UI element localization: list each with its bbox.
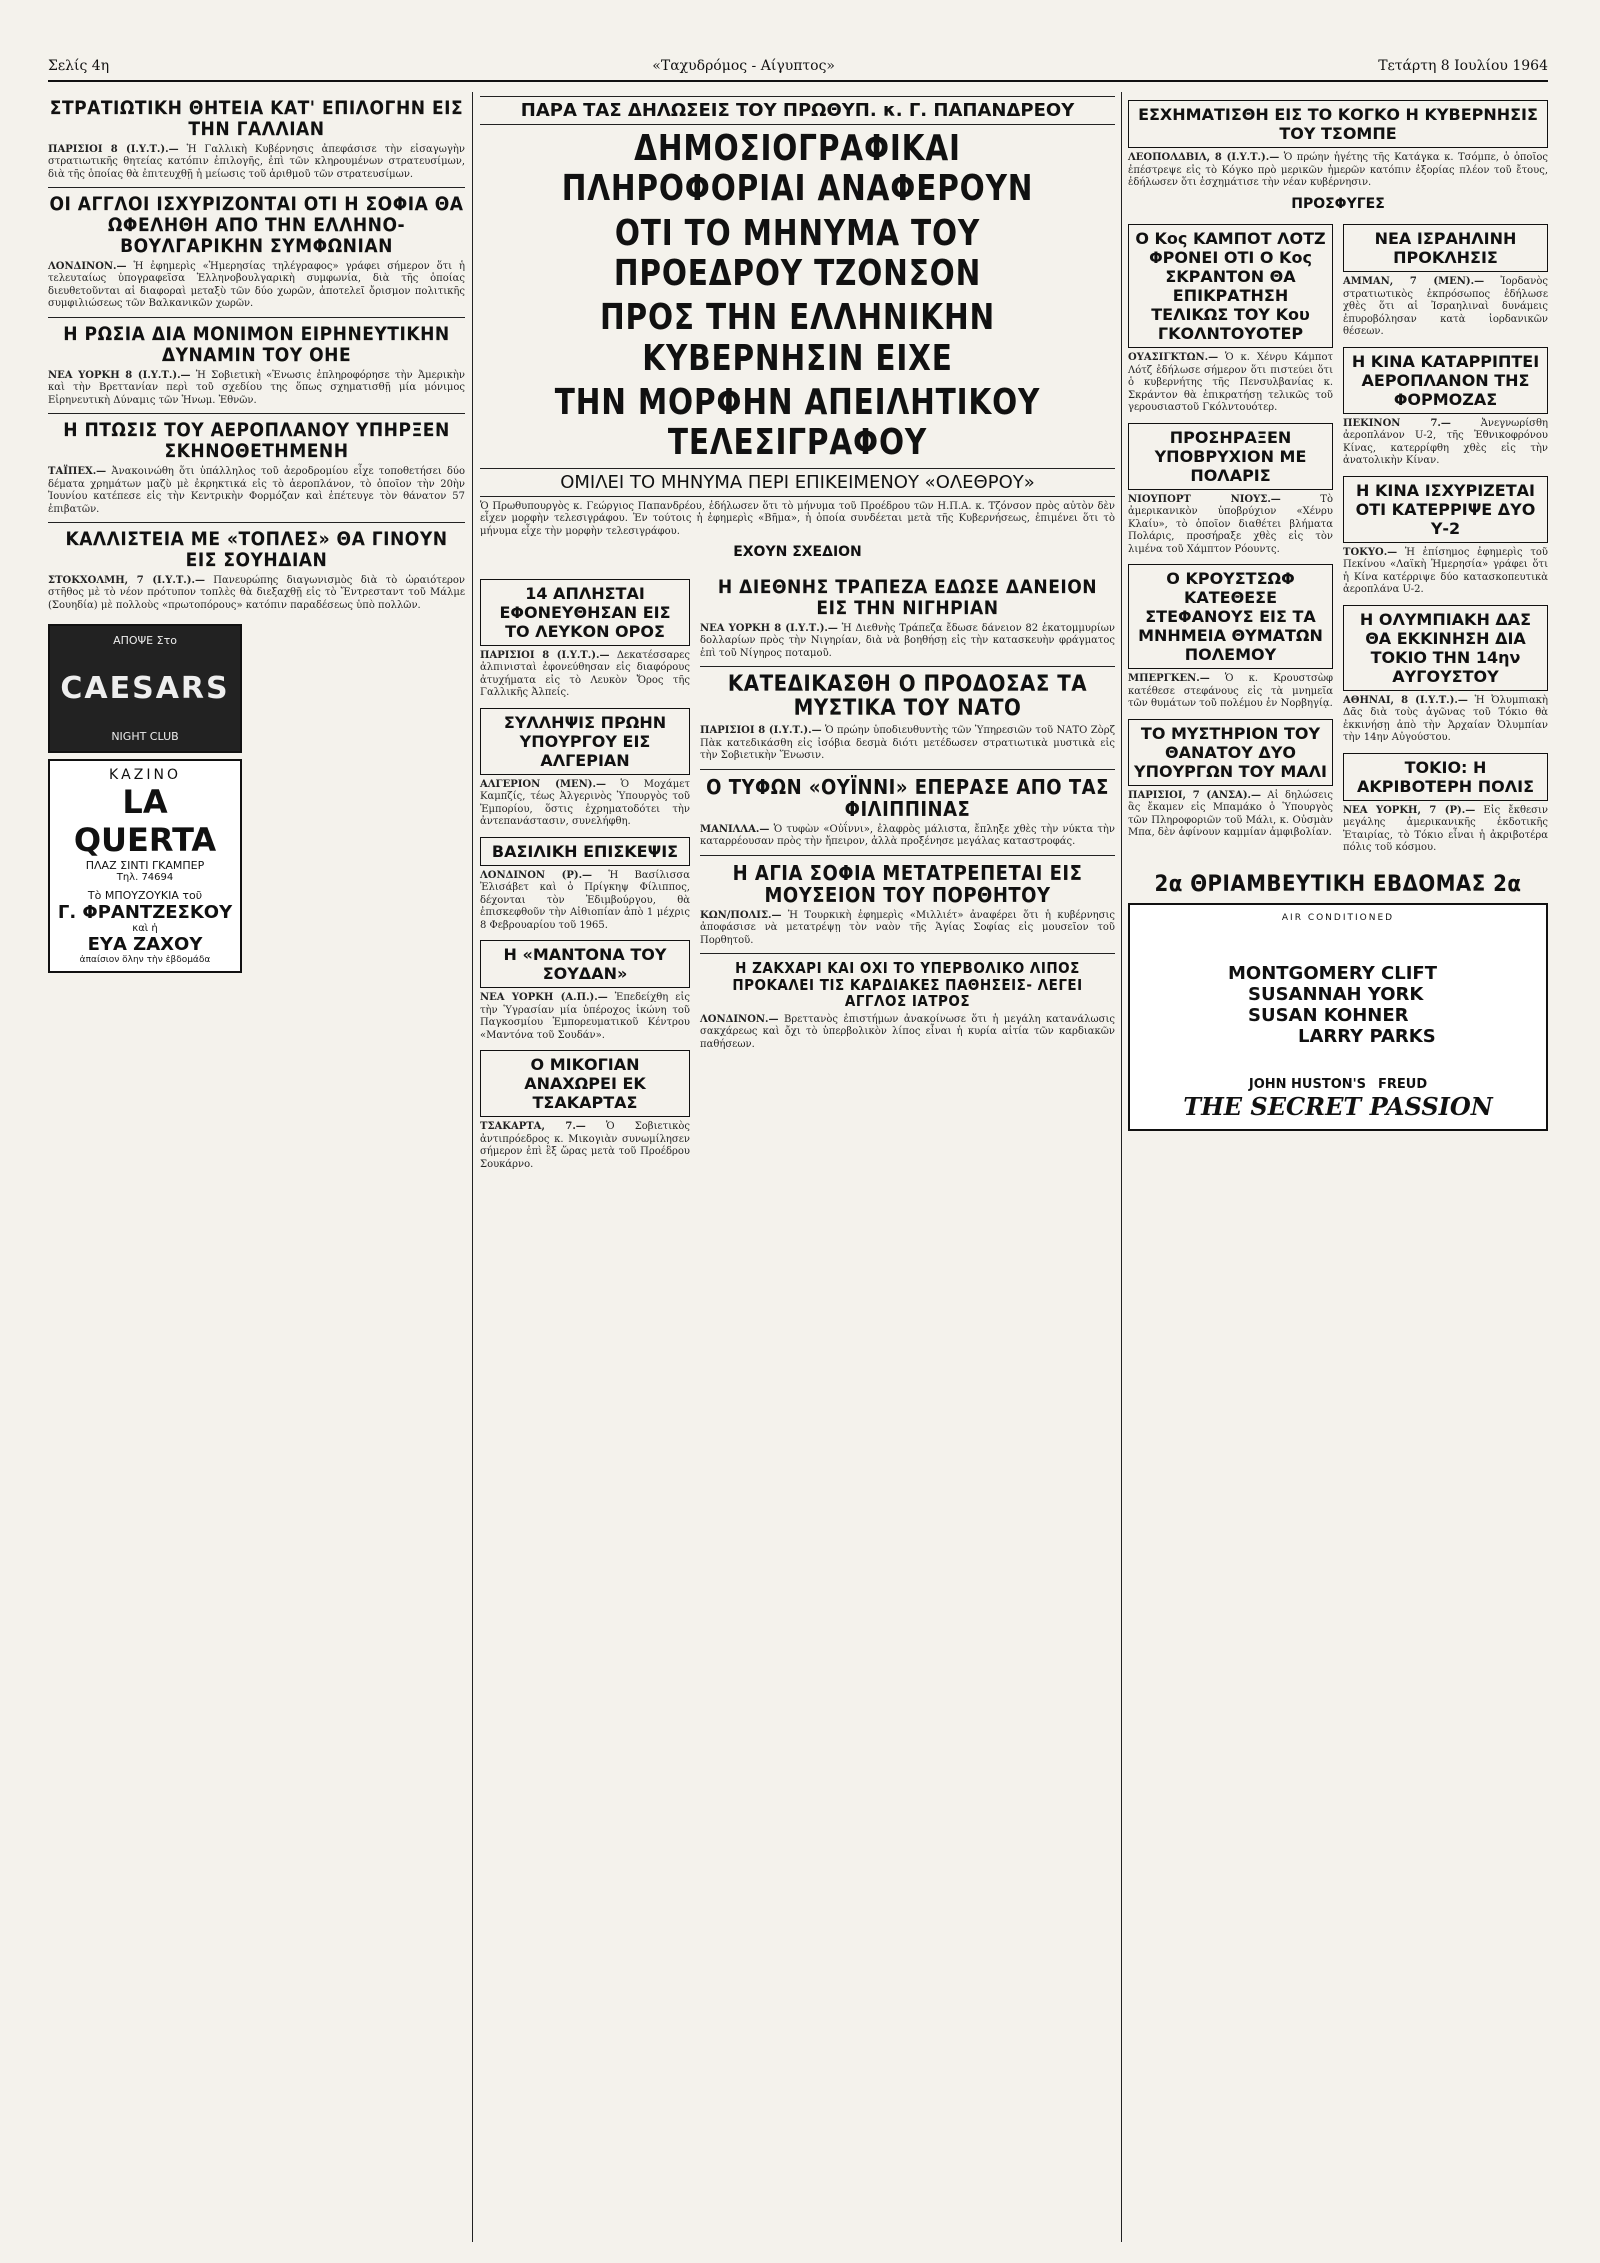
article-headline: ΣΥΛΛΗΨΙΣ ΠΡΩΗΝ ΥΠΟΥΡΓΟΥ ΕΙΣ ΑΛΓΕΡΙΑΝ bbox=[480, 708, 690, 775]
article-headline: ΟΙ ΑΓΓΛΟΙ ΙΣΧΥΡΙΖΟΝΤΑΙ ΟΤΙ Η ΣΟΦΙΑ ΘΑ ΩΦΕΛΗΘΗ ΑΠΟ ΤΗΝ ΕΛΛΗΝΟ-ΒΟΥΛΓΑΡΙΚΗΝ ΣΥΜΦΩΝΙΑΝ bbox=[49, 193, 464, 258]
cinema-ad-headline: 2α ΘΡΙΑΜΒΕΥΤΙΚΗ ΕΒΔΟΜΑΣ 2α bbox=[1154, 871, 1522, 897]
article-headline: ΤΟ ΜΥΣΤΗΡΙΟΝ ΤΟΥ ΘΑΝΑΤΟΥ ΔΥΟ ΥΠΟΥΡΓΩΝ ΤΟΥ ΜΑΛΙ bbox=[1128, 719, 1333, 786]
ad-title: THE SECRET PASSION bbox=[1183, 1091, 1493, 1121]
center-column bbox=[480, 92, 1115, 1177]
ad-title: CAESARS bbox=[60, 671, 230, 707]
nightclub-ad bbox=[48, 624, 242, 753]
article-body: ΜΠΕΡΓΚΕΝ.— Ὁ κ. Κρουστσὼφ κατέθεσε στεφάνους εἰς τὰ μνημεῖα τῶν θυμάτων τοῦ πολέμου ἐν Νορβηγίᾳ. bbox=[1128, 673, 1334, 710]
ad-text: NIGHT CLUB bbox=[111, 730, 179, 744]
article-body: ΑΘΗΝΑΙ, 8 (Ι.Υ.Τ.).— Ἡ Ὀλυμπιακὴ Δᾶς διὰ τοὺς ἀγῶνας τοῦ Τόκιο θὰ ἐκκινήσῃ ἀπὸ τὴν Ἀρχαίαν Ὀλυμπίαν τὴν 14ην Αὐγούστου. bbox=[1343, 694, 1548, 744]
ad-text: Γ. ΦΡΑΝΤΖΕΣΚΟΥ bbox=[57, 902, 233, 924]
article-headline: Η ΖΑΚΧΑΡΙ ΚΑΙ ΟΧΙ ΤΟ ΥΠΕΡΒΟΛΙΚΟ ΛΙΠΟΣ ΠΡΟΚΑΛΕΙ ΤΙΣ ΚΑΡΔΙΑΚΕΣ ΠΑΘΗΣΕΙΣ- ΛΕΓΕΙ ΑΓΓΛΟΣ ΙΑΤΡΟΣ bbox=[732, 959, 1083, 1011]
article-body: ΝΙΟΥΠΟΡΤ ΝΙΟΥΣ.— Τὸ ἀμερικανικὸν ὑποβρύχιον «Χένρυ Κλαίυ», τὸ ὁποῖον διαθέτει βλήματα Πολάρις, προσήραξε χθὲς εἰς τὸν λιμένα τοῦ Χάμπτον Ρόουντς. bbox=[1128, 493, 1333, 555]
article-body: ΝΕΑ ΥΟΡΚΗ, 7 (Ρ).— Εἰς ἔκθεσιν μεγάλης ἀμερικανικῆς ἐκδοτικῆς Ἑταιρίας, τὸ Τόκιο εἶναι ἡ ἀκριβοτέρα πόλις τοῦ κόσμου. bbox=[1343, 804, 1548, 854]
article-body: ΛΟΝΔΙΝΟΝ (Ρ).— Ἡ Βασίλισσα Ἐλισάβετ καὶ ὁ Πρίγκηψ Φίλιππος, δέχονται τὸν Ἐδιμβούργου, θὰ ἐπισκεφθοῦν τὴν Αἰθιοπίαν ἀπὸ 1 μέχρις 8 Φεβρουαρίου τοῦ 1965. bbox=[480, 869, 690, 931]
ad-cast: MONTGOMERY CLIFT bbox=[1228, 962, 1437, 984]
lead-headline-line: ΟΤΙ ΤΟ ΜΗΝΥΜΑ ΤΟΥ ΠΡΟΕΔΡΟΥ ΤΖΟΝΣΟΝ bbox=[613, 212, 982, 294]
lead-headline-line: ΤΗΝ ΜΟΡΦΗΝ ΑΠΕΙΛΗΤΙΚΟΥ ΤΕΛΕΣΙΓΡΑΦΟΥ bbox=[554, 381, 1041, 464]
article-body: ΤΟΚΥΟ.— Ἡ ἐπίσημος ἐφημερὶς τοῦ Πεκίνου «Λαϊκὴ Ἡμερησία» γράφει ὅτι ἡ Κίνα κατέρριψε δύο κατασκοπευτικὰ ἀεροπλάνα U-2. bbox=[1343, 546, 1549, 596]
page-header bbox=[48, 52, 1548, 82]
article-body: ΛΟΝΔΙΝΟΝ.— Βρεττανὸς ἐπιστήμων ἀνακοίνωσε ὅτι ἡ μεγάλη κατανάλωσις σακχάρεως καὶ ὄχι τὸ ὑπερβολικὸν λίπος εἶναι ἡ κυρία αἰτία τῶν καρδιακῶν παθήσεων. bbox=[700, 1013, 1115, 1050]
ad-text: AIR CONDITIONED bbox=[1281, 912, 1395, 923]
article-headline: Ο ΚΡΟΥΣΤΣΩΦ ΚΑΤΕΘΕΣΕ ΣΤΕΦΑΝΟΥΣ ΕΙΣ ΤΑ ΜΝΗΜΕΙΑ ΘΥΜΑΤΩΝ ΠΟΛΕΜΟΥ bbox=[1128, 564, 1333, 669]
article-body: ΚΩΝ/ΠΟΛΙΣ.— Ἡ Τουρκικὴ ἐφημερὶς «Μιλλιέτ» ἀναφέρει ὅτι ἡ κυβέρνησις ἀποφάσισε νὰ μετατρέψῃ τὸν ναὸν τῆς Ἁγίας Σοφίας εἰς μουσεῖον τοῦ Πορθητοῦ. bbox=[700, 909, 1115, 946]
ad-cast: SUSAN KOHNER bbox=[1248, 1004, 1409, 1026]
article-body: ΣΤΟΚΧΟΛΜΗ, 7 (Ι.Υ.Τ.).— Πανευρώπης διαγωνισμὸς διὰ τὸ ὡραιότερον στῆθος μὲ τὸ νέον πρότυπον τοπλὲς θὰ διεξαχθῇ εἰς τὸ Ἔντρεσταντ τοῦ Μάλμε (Σουηδία) μὲ πολλοὺς «πρωτοπόρους» κατόπιν παραδέσεως ὑπὸ πολλῶν. bbox=[48, 574, 465, 611]
lead-headline-line: ΠΡΟΣ ΤΗΝ ΕΛΛΗΝΙΚΗΝ ΚΥΒΕΡΝΗΣΙΝ ΕΙΧΕ bbox=[599, 297, 996, 379]
article-headline: Η ΑΓΙΑ ΣΟΦΙΑ ΜΕΤΑΤΡΕΠΕΤΑΙ ΕΙΣ ΜΟΥΣΕΙΟΝ ΤΟΥ ΠΟΡΘΗΤΟΥ bbox=[732, 860, 1083, 907]
article-headline: ΒΑΣΙΛΙΚΗ ΕΠΙΣΚΕΨΙΣ bbox=[480, 837, 690, 866]
article-body: ΑΛΓΕΡΙΟΝ (ΜΕΝ).— Ὁ Μοχάμετ Καμπζίς, τέως Ἀλγερινὸς Ὑπουργὸς τοῦ Ἐμπορίου, ὅστις ἐχρηματοδότει τὴν ἀντεπανάστασιν, συνελήφθη. bbox=[480, 778, 691, 828]
article-headline: ΣΤΡΑΤΙΩΤΙΚΗ ΘΗΤΕΙΑ ΚΑΤ' ΕΠΙΛΟΓΗΝ ΕΙΣ ΤΗΝ ΓΑΛΛΙΑΝ bbox=[49, 97, 464, 140]
article-body: ΛΟΝΔΙΝΟΝ.— Ἡ ἐφημερὶς «Ἡμερησίας τηλέγραφος» γράφει σήμερον ὅτι ἡ τελευταίως ὑπογραφεῖσα Ἑλληνοβουλγαρικὴ συμφωνία, διὰ τῆς ὁποίας διευθετοῦνται αἱ διαφοραὶ μεταξὺ τῶν δύο χωρῶν, ἀποτελεῖ ὄρισμον πολιτικῆς συμφιλιώσεως τῶν Βαλκανικῶν χωρῶν. bbox=[48, 260, 465, 310]
article-body: ΠΑΡΙΣΙΟΙ 8 (Ι.Υ.Τ.).— Δεκατέσσαρες ἀλπινισταὶ ἐφονεύθησαν εἰς διαφόρους ἀτυχήματα εἰς τὸ Λευκὸν Ὄρος τῆς Γαλλικῆς Ἀλπείς. bbox=[480, 649, 690, 699]
article-headline: ΝΕΑ ΙΣΡΑΗΛΙΝΗ ΠΡΟΚΛΗΣΙΣ bbox=[1343, 224, 1548, 272]
article-headline: Ο ΤΥΦΩΝ «ΟΥΪΝΝΙ» ΕΠΕΡΑΣΕ ΑΠΟ ΤΑΣ ΦΙΛΙΠΠΙΝΑΣ bbox=[706, 774, 1109, 821]
article-headline: Η ΡΩΣΙΑ ΔΙΑ ΜΟΝΙΜΟΝ ΕΙΡΗΝΕΥΤΙΚΗΝ ΔΥΝΑΜΙΝ ΤΟΥ ΟΗΕ bbox=[63, 322, 450, 366]
article-body: ΤΣΑΚΑΡΤΑ, 7.— Ὁ Σοβιετικὸς ἀντιπρόεδρος κ. Μικογιὰν συνωμίλησεν σήμερον ἐπὶ ἓξ ὥρας μετὰ τοῦ Προέδρου Σουκάρνο. bbox=[480, 1121, 691, 1170]
lead-kicker: ΠΑΡΑ ΤΑΣ ΔΗΛΩΣΕΙΣ ΤΟΥ ΠΡΩΘΥΠ. κ. Γ. ΠΑΠΑΝΔΡΕΟΥ bbox=[480, 96, 1115, 125]
ad-text: ἀπαίσιον ὅλην τὴν ἑβδομάδα bbox=[79, 955, 211, 966]
lower-section bbox=[480, 571, 1115, 1178]
ad-text: καὶ ἡ bbox=[132, 923, 158, 935]
article-body: ΠΑΡΙΣΙΟΙ, 7 (ΑΝΣΑ).— Αἱ δηλώσεις ἃς ἔκαμεν εἰς Μπαμάκο ὁ Ὑπουργὸς τῶν Πληροφοριῶν τοῦ Μάλι, κ. Οὐσμὰν Μπα, δὲν ἀφίνουν καμμίαν ἀμφιβολίαν. bbox=[1128, 789, 1333, 839]
article-body: ΠΑΡΙΣΙΟΙ 8 (Ι.Υ.Τ.).— Ὁ πρώην ὑποδιευθυντὴς τῶν Ὑπηρεσιῶν τοῦ ΝΑΤΟ Ζὸρζ Πὰκ κατεδικάσθη εἰς ἰσόβια δεσμὰ διότι μετέδωσεν στρατιωτικὰ μυστικὰ εἰς τὴν Σοβιετικὴν Ἕνωσιν. bbox=[700, 725, 1115, 762]
article-body: ΝΕΑ ΥΟΡΚΗ 8 (Ι.Υ.Τ.).— Ἡ Διεθνὴς Τράπεζα ἔδωσε δάνειον 82 ἑκατομμυρίων δολλαρίων πρὸς τὴν Νιγηρίαν, διὰ νὰ βοηθήσῃ εἰς τὴν κατασκευὴν φράγματος ἐπὶ τοῦ Νίγηρος ποταμοῦ. bbox=[700, 622, 1115, 659]
article-body: ΑΜΜΑΝ, 7 (ΜΕΝ).— Ἰορδανὸς στρατιωτικὸς ἐκπρόσωπος ἐδήλωσε χθὲς ὅτι αἱ Ἰσραηλιναὶ δυνάμεις ἐπυροβόλησαν κατὰ ἰορδανικῶν θέσεων. bbox=[1343, 276, 1548, 338]
article-body: ΛΕΟΠΟΛΔΒΙΛ, 8 (Ι.Υ.Τ.).— Ὁ πρώην ἡγέτης τῆς Κατάγκα κ. Τσόμπε, ὁ ὁποῖος ἐπέστρεψε εἰς τὸ Κόγκο πρὸ μερικῶν ἡμερῶν κατόπιν ἐξορίας πλέον τοῦ ἔτους, ἐδήλωσεν ὅτι ἐσχημάτισε τὴν νέαν κυβέρνησιν. bbox=[1128, 152, 1548, 188]
article-headline: ΚΑΤΕΔΙΚΑΣΘΗ Ο ΠΡΟΔΟΣΑΣ ΤΑ ΜΥΣΤΙΚΑ ΤΟΥ ΝΑΤΟ bbox=[727, 672, 1088, 722]
article-body: ΝΕΑ ΥΟΡΚΗ 8 (Ι.Υ.Τ.).— Ἡ Σοβιετικὴ «Ἑνωσις ἐπληροφόρησε τὴν Ἀμερικὴν καὶ τὴν Βρεττανίαν περὶ τοῦ σχεδίου της ὅπως σχηματισθῇ μία μόνιμος Εἰρηνευτικὴ Δύναμις τῶν Ἡνωμ. Ἐθνῶν. bbox=[48, 369, 465, 406]
article-body: ΤΑΪΠΕΧ.— Ἀνακοινώθη ὅτι ὑπάλληλος τοῦ ἀεροδρομίου εἶχε τοποθετήσει δύο δέματα χρημάτων μαζὺ μὲ ἐκρηκτικά εἰς τὸ ἀεροπλάνον, τὸ ὁποῖον τὴν 20ὴν Ἰουνίου κατέπεσε εἰς τὴν Κεντρικὴν Φορμόζαν καὶ ἐπέτευγε τὸν θάνατον 57 ἐπιβατῶν. bbox=[48, 466, 465, 515]
section-subhead: ΠΡΟΣΦΥΓΕΣ bbox=[1291, 195, 1385, 212]
ad-film: FREUD bbox=[1378, 1076, 1428, 1092]
right-split bbox=[1128, 216, 1548, 861]
ad-text: ΚΑΖΙΝΟ bbox=[109, 767, 181, 784]
article-headline: Η ΚΙΝΑ ΚΑΤΑΡΡΙΠΤΕΙ ΑΕΡΟΠΛΑΝΟΝ ΤΗΣ ΦΟΡΜΟΖΑΣ bbox=[1343, 347, 1548, 414]
issue-date: Τετάρτη 8 Ιουλίου 1964 bbox=[1378, 58, 1548, 74]
ad-cast: LARRY PARKS bbox=[1298, 1025, 1436, 1047]
left-column bbox=[48, 92, 465, 979]
article-headline: ΕΣΧΗΜΑΤΙΣΘΗ ΕΙΣ ΤΟ ΚΟΓΚΟ Η ΚΥΒΕΡΝΗΣΙΣ ΤΟΥ ΤΣΟΜΠΕ bbox=[1128, 100, 1548, 148]
article-headline: Η ΚΙΝΑ ΙΣΧΥΡΙΖΕΤΑΙ ΟΤΙ ΚΑΤΕΡΡΙΨΕ ΔΥΟ Υ-2 bbox=[1343, 476, 1548, 543]
article-headline: Η ΟΛΥΜΠΙΑΚΗ ΔΑΣ ΘΑ ΕΚΚΙΝΗΣΗ ΔΙΑ ΤΟΚΙΟ ΤΗΝ 14ην ΑΥΓΟΥΣΤΟΥ bbox=[1343, 605, 1548, 691]
right-column bbox=[1128, 92, 1548, 1137]
ad-text: ΕΥΑ ΖΑΧΟΥ bbox=[87, 934, 203, 956]
lead-subhead: ΟΜΙΛΕΙ ΤΟ ΜΗΝΥΜΑ ΠΕΡΙ ΕΠΙΚΕΙΜΕΝΟΥ «ΟΛΕΘΡΟΥ» bbox=[480, 468, 1115, 497]
section-subhead: ΕΧΟΥΝ ΣΧΕΔΙΟΝ bbox=[733, 544, 862, 560]
article-headline: ΤΟΚΙΟ: Η ΑΚΡΙΒΟΤΕΡΗ ΠΟΛΙΣ bbox=[1343, 753, 1548, 801]
lead-headline-line: ΔΗΜΟΣΙΟΓΡΑΦΙΚΑΙ ΠΛΗΡΟΦΟΡΙΑΙ ΑΝΑΦΕΡΟΥΝ bbox=[561, 128, 1034, 210]
article-body: ΟΥΑΣΙΓΚΤΩΝ.— Ὁ κ. Χένρυ Κάμποτ Λότζ ἐδήλωσε σήμερον ὅτι πιστεύει ὅτι ὁ κυβερνήτης τῆς Πενσυλβανίας κ. Σκράντον θὰ ἐπικρατήσῃ τελικῶς τοῦ γερουσιαστοῦ Γκόλντουότερ. bbox=[1128, 352, 1333, 414]
article-headline: ΠΡΟΣΗΡΑΞΕΝ ΥΠΟΒΡΥΧΙΟΝ ΜΕ ΠΟΛΑΡΙΣ bbox=[1128, 423, 1333, 490]
article-body: ΠΑΡΙΣΙΟΙ 8 (Ι.Υ.Τ.).— Ἡ Γαλλικὴ Κυβέρνησις ἀπεφάσισε τὴν εἰσαγωγὴν στρατιωτικῆς θητείας κατόπιν ἐπιλογῆς, ἐπὶ τῶν κληρουμένων στρατευσίμων, διὰ τῆς ὁποίας θὰ ἐπιτευχθῇ ἡ μείωσις τοῦ ἀριθμοῦ τῶν στρατευσίμων. bbox=[48, 143, 465, 180]
ad-text: ΑΠΟΨΕ Στο bbox=[113, 634, 177, 648]
article-headline: Ο ΜΙΚΟΓΙΑΝ ΑΝΑΧΩΡΕΙ ΕΚ ΤΣΑΚΑΡΤΑΣ bbox=[480, 1050, 690, 1117]
cinema-ad bbox=[1128, 903, 1548, 1131]
ad-producer: JOHN HUSTON'S bbox=[1248, 1076, 1366, 1092]
ad-text: Τὸ ΜΠΟΥΖΟΥΚΙΑ τοῦ bbox=[87, 889, 203, 903]
ad-text: ΠΛΑΖ ΣΙΝΤΙ ΓΚΑΜΠΕΡ bbox=[85, 859, 205, 873]
article-body: ΠΕΚΙΝΟΝ 7.— Ἀνεγνωρίσθη ἀεροπλάνον U-2, τῆς Ἐθνικοφρόνου Κίνας, κατερρίφθη χθὲς εἰς τὴν ἀνατολικὴν Κίναν. bbox=[1343, 417, 1548, 467]
article-headline: Η ΠΤΩΣΙΣ ΤΟΥ ΑΕΡΟΠΛΑΝΟΥ ΥΠΗΡΞΕΝ ΣΚΗΝΟΘΕΤΗΜΕΝΗ bbox=[63, 419, 450, 463]
newspaper-page bbox=[48, 52, 1548, 2242]
page-number: Σελίς 4η bbox=[48, 58, 110, 74]
ad-title: LA QUERTA bbox=[73, 783, 217, 860]
ad-text: Τηλ. 74694 bbox=[116, 872, 174, 884]
article-headline: Η «ΜΑΝΤΟΝΑ ΤΟΥ ΣΟΥΔΑΝ» bbox=[480, 940, 690, 988]
article-body: ΜΑΝΙΛΛΑ.— Ὁ τυφὼν «Οὐΐννι», ἐλαφρὸς μάλιστα, ἔπληξε χθὲς τὴν νύκτα τὴν καταρρέουσαν πρὸς τὴν ἤπειρον, ἀλλὰ προξένησε μεγάλας καταστροφάς. bbox=[700, 823, 1115, 848]
article-body: ΝΕΑ ΥΟΡΚΗ (Α.Π.).— Ἐπεδείχθη εἰς τὴν Ὑγρασίαν μία ὑπέροχος ἰκώνη τοῦ Παγκοσμίου Ἐμπορευματικοῦ Κέντρου «Μαντόνα τοῦ Σουδάν». bbox=[480, 992, 690, 1041]
ad-cast: SUSANNAH YORK bbox=[1248, 983, 1424, 1005]
article-headline: 14 ΑΠΛΗΣΤΑΙ ΕΦΟΝΕΥΘΗΣΑΝ ΕΙΣ ΤΟ ΛΕΥΚΟΝ ΟΡΟΣ bbox=[480, 579, 690, 646]
article-headline: Ο Κος ΚΑΜΠΟΤ ΛΟΤΖ ΦΡΟΝΕΙ ΟΤΙ Ο Κος ΣΚΡΑΝΤΟΝ ΘΑ ΕΠΙΚΡΑΤΗΣΗ ΤΕΛΙΚΩΣ ΤΟΥ Κου ΓΚΟΛΝΤΟΥΟΤΕΡ bbox=[1128, 224, 1333, 348]
newspaper-name: «Ταχυδρόμος - Αίγυπτος» bbox=[652, 58, 835, 74]
article-headline: Η ΔΙΕΘΝΗΣ ΤΡΑΠΕΖΑ ΕΔΩΣΕ ΔΑΝΕΙΟΝ ΕΙΣ ΤΗΝ ΝΙΓΗΡΙΑΝ bbox=[717, 575, 1098, 619]
casino-ad bbox=[48, 759, 242, 973]
article-headline: ΚΑΛΛΙΣΤΕΙΑ ΜΕ «ΤΟΠΛΕΣ» ΘΑ ΓΙΝΟΥΝ ΕΙΣ ΣΟΥΗΔΙΑΝ bbox=[65, 528, 448, 571]
column-rule bbox=[1121, 92, 1122, 2242]
article-body: Ὁ Πρωθυπουργὸς κ. Γεώργιος Παπανδρέου, ἐδήλωσεν ὅτι τὸ μήνυμα τοῦ Προέδρου τῶν Η.Π.Α. κ. Τζόνσον πρὸς αὐτὸν δὲν εἶχεν μορφὴν τελεσιγράφου. Ἐν τούτοις ἡ ἐφημερὶς «Βῆμα», ἡ ὁποία συνδέεται μετὰ τῆς Κυβερνήσεως, ἐπιμένει ὅτι τὸ μήνυμα εἶχε τὴν μορφὴν τελεσιγράφου. bbox=[480, 500, 1115, 537]
column-rule bbox=[472, 92, 473, 2242]
